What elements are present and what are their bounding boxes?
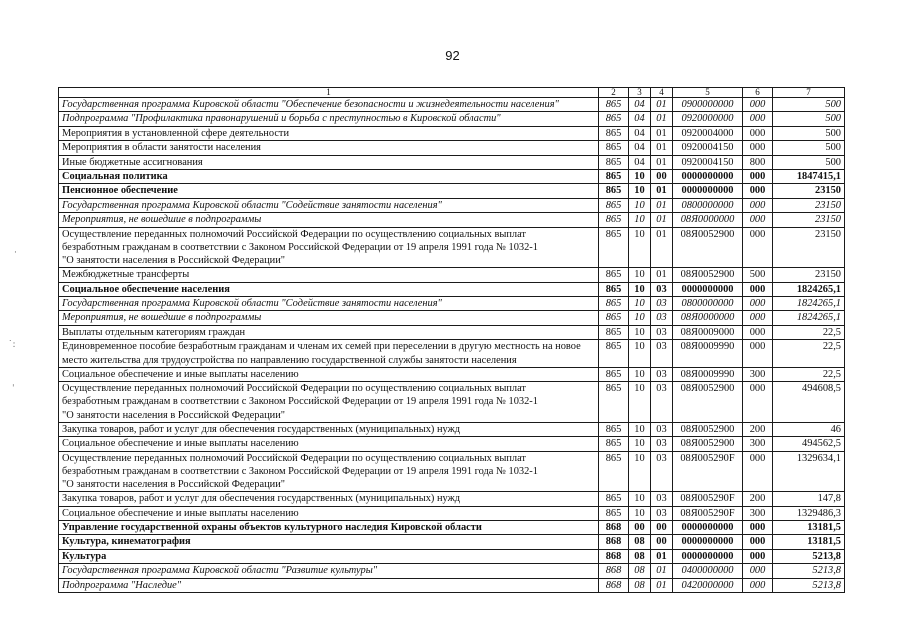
chapter-code-cell: 868	[599, 535, 629, 549]
section-code-cell: 04	[629, 141, 651, 155]
expense-type-code-cell: 000	[743, 184, 773, 198]
section-code-cell: 04	[629, 98, 651, 112]
section-code-cell: 04	[629, 155, 651, 169]
subsection-code-cell: 01	[651, 578, 673, 592]
table-row	[59, 268, 845, 282]
row-name-cell: Иные бюджетные ассигнования	[59, 155, 599, 169]
header-cell: 6	[743, 88, 773, 98]
section-code-cell: 04	[629, 112, 651, 126]
subsection-code-cell: 03	[651, 422, 673, 436]
chapter-code-cell: 865	[599, 170, 629, 184]
amount-cell: 500	[773, 98, 845, 112]
table-row	[59, 578, 845, 592]
target-article-code-cell: 08Я0009990	[673, 367, 743, 381]
target-article-code-cell: 0920004150	[673, 155, 743, 169]
table-header-row	[59, 88, 845, 98]
section-code-cell: 10	[629, 492, 651, 506]
header-cell: 5	[673, 88, 743, 98]
row-name-cell: Государственная программа Кировской области "Обеспечение безопасности и жизнедеятельности населения"	[59, 98, 599, 112]
amount-cell: 22,5	[773, 340, 845, 367]
subsection-code-cell: 01	[651, 155, 673, 169]
section-code-cell: 04	[629, 126, 651, 140]
section-code-cell: 10	[629, 184, 651, 198]
amount-cell: 5213,8	[773, 578, 845, 592]
section-code-cell: 10	[629, 311, 651, 325]
amount-cell: 1824265,1	[773, 282, 845, 296]
section-code-cell: 08	[629, 549, 651, 563]
page-number: 92	[445, 48, 460, 63]
row-name-cell: Подпрограмма "Профилактика правонарушений и борьба с преступностью в Кировской области"	[59, 112, 599, 126]
section-code-cell: 10	[629, 437, 651, 451]
amount-cell: 494562,5	[773, 437, 845, 451]
subsection-code-cell: 00	[651, 535, 673, 549]
subsection-code-cell: 03	[651, 382, 673, 423]
subsection-code-cell: 01	[651, 198, 673, 212]
target-article-code-cell: 0920000000	[673, 112, 743, 126]
table-row	[59, 325, 845, 339]
subsection-code-cell: 01	[651, 184, 673, 198]
header-cell: 7	[773, 88, 845, 98]
section-code-cell: 08	[629, 578, 651, 592]
chapter-code-cell: 865	[599, 297, 629, 311]
table-row	[59, 422, 845, 436]
table-row	[59, 506, 845, 520]
target-article-code-cell: 08Я005290F	[673, 506, 743, 520]
subsection-code-cell: 01	[651, 549, 673, 563]
amount-cell: 22,5	[773, 325, 845, 339]
chapter-code-cell: 865	[599, 198, 629, 212]
target-article-code-cell: 08Я0000000	[673, 311, 743, 325]
chapter-code-cell: 865	[599, 227, 629, 268]
section-code-cell: 10	[629, 170, 651, 184]
expense-type-code-cell: 000	[743, 520, 773, 534]
row-name-cell: Межбюджетные трансферты	[59, 268, 599, 282]
subsection-code-cell: 03	[651, 297, 673, 311]
chapter-code-cell: 865	[599, 112, 629, 126]
table-row	[59, 437, 845, 451]
table-row	[59, 297, 845, 311]
row-name-cell: Управление государственной охраны объектов культурного наследия Кировской области	[59, 520, 599, 534]
row-name-cell: Мероприятия в установленной сфере деятельности	[59, 126, 599, 140]
chapter-code-cell: 865	[599, 422, 629, 436]
row-name-cell: Мероприятия, не вошедшие в подпрограммы	[59, 311, 599, 325]
chapter-code-cell: 865	[599, 382, 629, 423]
subsection-code-cell: 00	[651, 170, 673, 184]
target-article-code-cell: 08Я0052900	[673, 227, 743, 268]
amount-cell: 5213,8	[773, 549, 845, 563]
expense-type-code-cell: 800	[743, 155, 773, 169]
expense-type-code-cell: 300	[743, 367, 773, 381]
amount-cell: 23150	[773, 227, 845, 268]
subsection-code-cell: 01	[651, 98, 673, 112]
subsection-code-cell: 03	[651, 492, 673, 506]
expense-type-code-cell: 300	[743, 437, 773, 451]
section-code-cell: 08	[629, 535, 651, 549]
table-row	[59, 170, 845, 184]
budget-table	[58, 87, 845, 593]
subsection-code-cell: 03	[651, 451, 673, 492]
amount-cell: 1329634,1	[773, 451, 845, 492]
chapter-code-cell: 865	[599, 98, 629, 112]
subsection-code-cell: 00	[651, 520, 673, 534]
amount-cell: 23150	[773, 198, 845, 212]
target-article-code-cell: 0800000000	[673, 198, 743, 212]
expense-type-code-cell: 000	[743, 549, 773, 563]
target-article-code-cell: 0000000000	[673, 184, 743, 198]
chapter-code-cell: 865	[599, 184, 629, 198]
chapter-code-cell: 868	[599, 578, 629, 592]
expense-type-code-cell: 000	[743, 112, 773, 126]
chapter-code-cell: 865	[599, 213, 629, 227]
margin-mark: ˙:	[8, 340, 16, 350]
section-code-cell: 10	[629, 198, 651, 212]
subsection-code-cell: 03	[651, 282, 673, 296]
row-name-cell: Единовременное пособие безработным гражданам и членам их семей при переселении в другую местность на новое место жительства для трудоустройства по направлению государственной службы занятости населения	[59, 340, 599, 367]
target-article-code-cell: 0420000000	[673, 578, 743, 592]
table-row	[59, 340, 845, 367]
target-article-code-cell: 0900000000	[673, 98, 743, 112]
table-row	[59, 227, 845, 268]
subsection-code-cell: 01	[651, 213, 673, 227]
table-row	[59, 282, 845, 296]
target-article-code-cell: 0800000000	[673, 297, 743, 311]
target-article-code-cell: 0920004000	[673, 126, 743, 140]
amount-cell: 13181,5	[773, 535, 845, 549]
amount-cell: 500	[773, 112, 845, 126]
expense-type-code-cell: 300	[743, 506, 773, 520]
row-name-cell: Культура	[59, 549, 599, 563]
table-row	[59, 155, 845, 169]
chapter-code-cell: 865	[599, 340, 629, 367]
expense-type-code-cell: 000	[743, 564, 773, 578]
subsection-code-cell: 01	[651, 141, 673, 155]
target-article-code-cell: 0000000000	[673, 282, 743, 296]
expense-type-code-cell: 000	[743, 578, 773, 592]
chapter-code-cell: 865	[599, 451, 629, 492]
expense-type-code-cell: 200	[743, 492, 773, 506]
table-row	[59, 213, 845, 227]
section-code-cell: 10	[629, 282, 651, 296]
target-article-code-cell: 08Я005290F	[673, 492, 743, 506]
header-cell: 4	[651, 88, 673, 98]
margin-mark: ·	[14, 248, 17, 258]
subsection-code-cell: 03	[651, 437, 673, 451]
table-row	[59, 311, 845, 325]
table-row	[59, 535, 845, 549]
subsection-code-cell: 01	[651, 564, 673, 578]
target-article-code-cell: 0920004150	[673, 141, 743, 155]
section-code-cell: 10	[629, 340, 651, 367]
row-name-cell: Государственная программа Кировской области "Содействие занятости населения"	[59, 198, 599, 212]
chapter-code-cell: 865	[599, 437, 629, 451]
table-row	[59, 112, 845, 126]
row-name-cell: Культура, кинематография	[59, 535, 599, 549]
amount-cell: 23150	[773, 268, 845, 282]
row-name-cell: Подпрограмма "Наследие"	[59, 578, 599, 592]
row-name-cell: Социальное обеспечение населения	[59, 282, 599, 296]
chapter-code-cell: 865	[599, 155, 629, 169]
section-code-cell: 10	[629, 297, 651, 311]
expense-type-code-cell: 000	[743, 98, 773, 112]
amount-cell: 1329486,3	[773, 506, 845, 520]
amount-cell: 23150	[773, 184, 845, 198]
expense-type-code-cell: 000	[743, 126, 773, 140]
amount-cell: 147,8	[773, 492, 845, 506]
subsection-code-cell: 03	[651, 311, 673, 325]
section-code-cell: 10	[629, 367, 651, 381]
chapter-code-cell: 865	[599, 126, 629, 140]
amount-cell: 494608,5	[773, 382, 845, 423]
table-row	[59, 492, 845, 506]
amount-cell: 1847415,1	[773, 170, 845, 184]
target-article-code-cell: 0000000000	[673, 520, 743, 534]
target-article-code-cell: 08Я0000000	[673, 213, 743, 227]
chapter-code-cell: 865	[599, 506, 629, 520]
expense-type-code-cell: 500	[743, 268, 773, 282]
expense-type-code-cell: 000	[743, 451, 773, 492]
row-name-cell: Социальная политика	[59, 170, 599, 184]
chapter-code-cell: 865	[599, 367, 629, 381]
target-article-code-cell: 08Я0009000	[673, 325, 743, 339]
table-row	[59, 367, 845, 381]
expense-type-code-cell: 000	[743, 213, 773, 227]
amount-cell: 1824265,1	[773, 297, 845, 311]
target-article-code-cell: 08Я0052900	[673, 437, 743, 451]
section-code-cell: 10	[629, 213, 651, 227]
target-article-code-cell: 08Я005290F	[673, 451, 743, 492]
chapter-code-cell: 865	[599, 141, 629, 155]
target-article-code-cell: 0000000000	[673, 549, 743, 563]
margin-mark: ˈ	[12, 384, 15, 394]
section-code-cell: 10	[629, 325, 651, 339]
row-name-cell: Осуществление переданных полномочий Российской Федерации по осуществлению социальных выплат безработным гражданам в соответствии с Законом Российской Федерации от 19 апреля 1991 года № 1032-1 "О занятости населения в Российской Федерации"	[59, 451, 599, 492]
expense-type-code-cell: 000	[743, 170, 773, 184]
table-row	[59, 198, 845, 212]
amount-cell: 23150	[773, 213, 845, 227]
row-name-cell: Государственная программа Кировской области "Содействие занятости населения"	[59, 297, 599, 311]
expense-type-code-cell: 000	[743, 535, 773, 549]
table-body	[59, 88, 845, 593]
chapter-code-cell: 865	[599, 268, 629, 282]
table-row	[59, 126, 845, 140]
amount-cell: 46	[773, 422, 845, 436]
table-row	[59, 98, 845, 112]
chapter-code-cell: 865	[599, 492, 629, 506]
chapter-code-cell: 868	[599, 520, 629, 534]
amount-cell: 500	[773, 141, 845, 155]
row-name-cell: Социальное обеспечение и иные выплаты населению	[59, 437, 599, 451]
subsection-code-cell: 03	[651, 506, 673, 520]
table-row	[59, 141, 845, 155]
row-name-cell: Государственная программа Кировской области "Развитие культуры"	[59, 564, 599, 578]
amount-cell: 22,5	[773, 367, 845, 381]
expense-type-code-cell: 000	[743, 282, 773, 296]
row-name-cell: Выплаты отдельным категориям граждан	[59, 325, 599, 339]
table-row	[59, 520, 845, 534]
section-code-cell: 10	[629, 382, 651, 423]
target-article-code-cell: 0400000000	[673, 564, 743, 578]
row-name-cell: Осуществление переданных полномочий Российской Федерации по осуществлению социальных выплат безработным гражданам в соответствии с Законом Российской Федерации от 19 апреля 1991 года № 1032-1 "О занятости населения в Российской Федерации"	[59, 227, 599, 268]
table-row	[59, 184, 845, 198]
expense-type-code-cell: 000	[743, 311, 773, 325]
chapter-code-cell: 868	[599, 564, 629, 578]
amount-cell: 1824265,1	[773, 311, 845, 325]
header-cell: 1	[59, 88, 599, 98]
table-row	[59, 564, 845, 578]
chapter-code-cell: 865	[599, 311, 629, 325]
section-code-cell: 10	[629, 506, 651, 520]
section-code-cell: 08	[629, 564, 651, 578]
subsection-code-cell: 01	[651, 227, 673, 268]
subsection-code-cell: 01	[651, 268, 673, 282]
expense-type-code-cell: 000	[743, 382, 773, 423]
subsection-code-cell: 03	[651, 340, 673, 367]
section-code-cell: 10	[629, 227, 651, 268]
row-name-cell: Мероприятия в области занятости населения	[59, 141, 599, 155]
target-article-code-cell: 0000000000	[673, 170, 743, 184]
row-name-cell: Социальное обеспечение и иные выплаты населению	[59, 367, 599, 381]
section-code-cell: 10	[629, 268, 651, 282]
section-code-cell: 10	[629, 451, 651, 492]
target-article-code-cell: 08Я0052900	[673, 382, 743, 423]
subsection-code-cell: 03	[651, 325, 673, 339]
target-article-code-cell: 08Я0052900	[673, 268, 743, 282]
amount-cell: 500	[773, 155, 845, 169]
header-cell: 3	[629, 88, 651, 98]
target-article-code-cell: 08Я0052900	[673, 422, 743, 436]
row-name-cell: Мероприятия, не вошедшие в подпрограммы	[59, 213, 599, 227]
row-name-cell: Социальное обеспечение и иные выплаты населению	[59, 506, 599, 520]
expense-type-code-cell: 000	[743, 227, 773, 268]
row-name-cell: Закупка товаров, работ и услуг для обеспечения государственных (муниципальных) нужд	[59, 492, 599, 506]
row-name-cell: Пенсионное обеспечение	[59, 184, 599, 198]
section-code-cell: 00	[629, 520, 651, 534]
table-row	[59, 451, 845, 492]
expense-type-code-cell: 000	[743, 198, 773, 212]
subsection-code-cell: 01	[651, 126, 673, 140]
expense-type-code-cell: 000	[743, 325, 773, 339]
amount-cell: 13181,5	[773, 520, 845, 534]
header-cell: 2	[599, 88, 629, 98]
table-row	[59, 382, 845, 423]
amount-cell: 500	[773, 126, 845, 140]
chapter-code-cell: 868	[599, 549, 629, 563]
row-name-cell: Закупка товаров, работ и услуг для обеспечения государственных (муниципальных) нужд	[59, 422, 599, 436]
table-row	[59, 549, 845, 563]
expense-type-code-cell: 000	[743, 141, 773, 155]
row-name-cell: Осуществление переданных полномочий Российской Федерации по осуществлению социальных выплат безработным гражданам в соответствии с Законом Российской Федерации от 19 апреля 1991 года № 1032-1 "О занятости населения в Российской Федерации"	[59, 382, 599, 423]
amount-cell: 5213,8	[773, 564, 845, 578]
chapter-code-cell: 865	[599, 325, 629, 339]
subsection-code-cell: 03	[651, 367, 673, 381]
target-article-code-cell: 08Я0009990	[673, 340, 743, 367]
expense-type-code-cell: 000	[743, 340, 773, 367]
expense-type-code-cell: 000	[743, 297, 773, 311]
expense-type-code-cell: 200	[743, 422, 773, 436]
subsection-code-cell: 01	[651, 112, 673, 126]
chapter-code-cell: 865	[599, 282, 629, 296]
section-code-cell: 10	[629, 422, 651, 436]
target-article-code-cell: 0000000000	[673, 535, 743, 549]
